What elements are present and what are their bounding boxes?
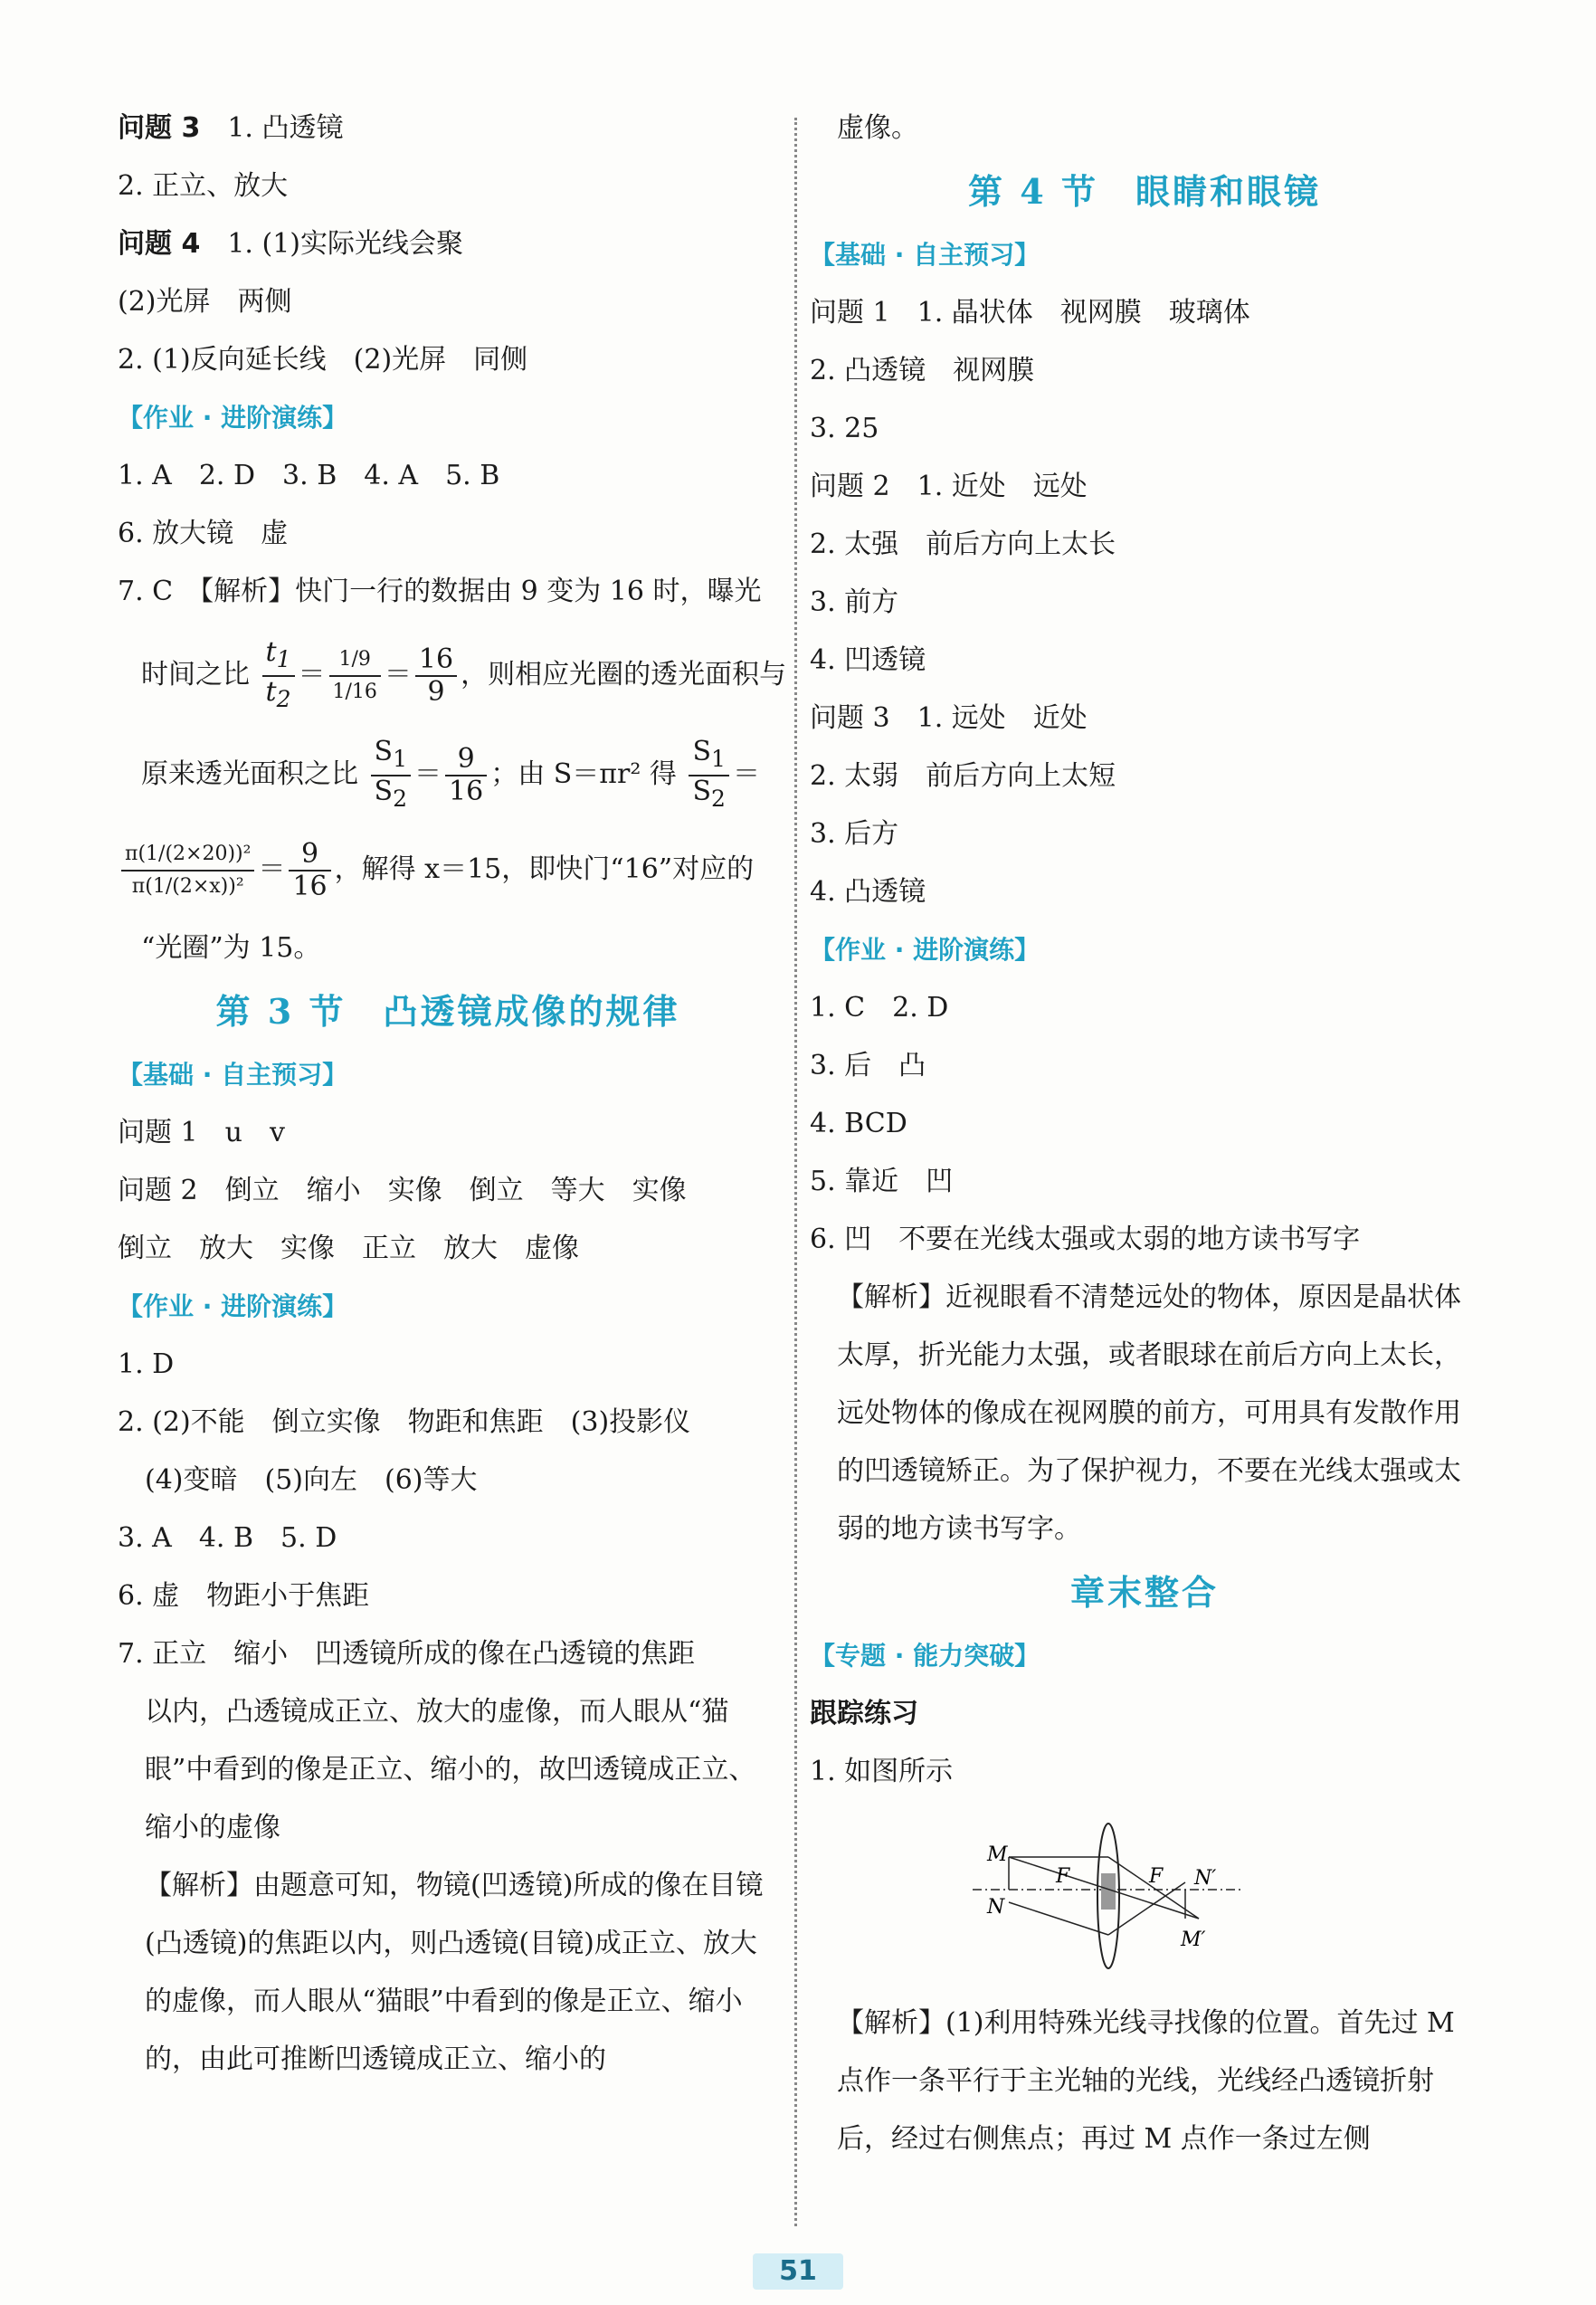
answer-line: (2)光屏 两侧 — [118, 286, 292, 318]
answer-line: 7. C 【解析】快门一行的数据由 9 变为 16 时，曝光 — [118, 576, 762, 607]
answer-line: 问题 3 1. 远处 近处 — [810, 702, 1088, 734]
formula-line: 时间之比 $\frac{t_1}{t_2}$ ＝ $\frac{1/9}{1/16}$ ＝ $\frac{16}{9}$ ，则相应光圈的透光面积与 — [141, 636, 787, 712]
section-bar: 【作业 · 进阶演练】 — [118, 403, 348, 433]
section-bar: 【作业 · 进阶演练】 — [810, 935, 1040, 965]
left-column — [118, 100, 787, 2089]
chapter-title: 章末整合 — [1069, 1572, 1219, 1613]
answer-line: 1. A 2. D 3. B 4. A 5. B — [118, 460, 500, 491]
answer-line: 3. 后方 — [810, 818, 899, 850]
label-F-left: F — [1056, 1865, 1070, 1888]
answer-line: 问题 4 1. (1)实际光线会聚 — [118, 228, 463, 260]
answer-paragraph: 以内，凸透镜成正立、放大的虚像，而人眼从“猫眼”中看到的像是正立、缩小的，故凹透镜成正立、缩小的虚像 — [145, 1696, 756, 1843]
analysis-paragraph: 【解析】由题意可知，物镜(凹透镜)所成的像在目镜(凸透镜)的焦距以内，则凸透镜(目镜)成正立、放大的虚像，而人眼从“猫眼”中看到的像是正立、缩小的，由此可推断凹透镜成正立、缩小的 — [145, 1870, 764, 2075]
answer-line: 3. 前方 — [810, 586, 899, 618]
answer-line: 问题 1 u v — [118, 1117, 285, 1148]
answer-line: (4)变暗 (5)向左 (6)等大 — [145, 1464, 478, 1496]
section-bar: 【专题 · 能力突破】 — [810, 1641, 1040, 1671]
label-F-right: F — [1149, 1865, 1164, 1888]
answer-line: 2. (2)不能 倒立实像 物距和焦距 (3)投影仪 — [118, 1406, 691, 1438]
answer-line: 问题 2 1. 近处 远处 — [810, 471, 1088, 502]
answer-line: 6. 凹 不要在光线太强或太弱的地方读书写字 — [810, 1224, 1361, 1255]
section-bar: 【作业 · 进阶演练】 — [118, 1291, 348, 1321]
lens-ray-diagram — [973, 1819, 1244, 1973]
track-heading: 跟踪练习 — [810, 1698, 918, 1729]
answer-line: 2. 太弱 前后方向上太短 — [810, 760, 1116, 792]
formula-line: 原来透光面积之比 $\frac{S_1}{S_2}$ ＝ $\frac{9}{16}$ ；由 S＝πr² 得 $\frac{S_1}{S_2}$ ＝ — [141, 736, 760, 812]
section-bar: 【基础 · 自主预习】 — [118, 1060, 348, 1090]
label-M: M — [987, 1843, 1008, 1866]
answer-line: 4. BCD — [810, 1108, 907, 1139]
answer-line: 2. 正立、放大 — [118, 170, 289, 202]
answer-line: 3. A 4. B 5. D — [118, 1522, 337, 1554]
answer-line: 1. D — [118, 1348, 175, 1380]
answer-line: 6. 虚 物距小于焦距 — [118, 1580, 370, 1612]
answer-line: 2. (1)反向延长线 (2)光屏 同侧 — [118, 344, 528, 376]
answer-line: “光圈”为 15。 — [141, 932, 321, 964]
column-divider — [794, 118, 797, 2226]
answer-line: 1. C 2. D — [810, 992, 949, 1024]
answer-line: 虚像。 — [837, 112, 918, 144]
label-N-prime: N′ — [1194, 1867, 1217, 1890]
analysis-paragraph: 【解析】(1)利用特殊光线寻找像的位置。首先过 M 点作一条平行于主光轴的光线，光线经凸透镜折射后，经过右侧焦点；再过 M 点作一条过左侧 — [837, 2007, 1455, 2155]
label-M-prime: M′ — [1181, 1929, 1206, 1951]
formula-line: $\frac{\text{π(1/(2×20))²}}{\text{π(1/(2×x))²}}$ ＝ $\frac{9}{16}$ ，解得 x＝15，即快门“16”对应的 — [118, 820, 778, 919]
section-title: 第 4 节 眼睛和眼镜 — [968, 171, 1321, 212]
section-title: 第 3 节 凸透镜成像的规律 — [215, 991, 680, 1032]
label-N: N — [987, 1896, 1005, 1919]
answer-line: 4. 凸透镜 — [810, 876, 926, 908]
page-number: 51 — [753, 2253, 843, 2290]
answer-line: 4. 凹透镜 — [810, 644, 926, 676]
answer-line: 3. 25 — [810, 413, 879, 444]
right-column — [810, 100, 1479, 2168]
answer-line: 问题 1 1. 晶状体 视网膜 玻璃体 — [810, 297, 1250, 329]
answer-line: 问题 2 倒立 缩小 实像 倒立 等大 实像 — [118, 1175, 687, 1206]
analysis-paragraph: 【解析】近视眼看不清楚远处的物体，原因是晶状体太厚，折光能力太强，或者眼球在前后方向上太长，远处物体的像成在视网膜的前方，可用具有发散作用的凹透镜矫正。为了保护视力，不要在光线太强或太弱的地方读书写字。 — [837, 1281, 1461, 1545]
answer-line: 3. 后 凸 — [810, 1050, 926, 1081]
answer-line: 2. 凸透镜 视网膜 — [810, 355, 1035, 386]
answer-line: 问题 3 1. 凸透镜 — [118, 112, 344, 144]
answer-line: 1. 如图所示 — [810, 1756, 954, 1787]
answer-line: 5. 靠近 凹 — [810, 1166, 954, 1197]
section-bar: 【基础 · 自主预习】 — [810, 240, 1040, 270]
answer-line: 2. 太强 前后方向上太长 — [810, 529, 1116, 560]
answer-line: 6. 放大镜 虚 — [118, 518, 289, 549]
answer-line: 7. 正立 缩小 凹透镜所成的像在凸透镜的焦距 — [118, 1638, 696, 1670]
answer-line: 倒立 放大 实像 正立 放大 虚像 — [118, 1233, 579, 1264]
